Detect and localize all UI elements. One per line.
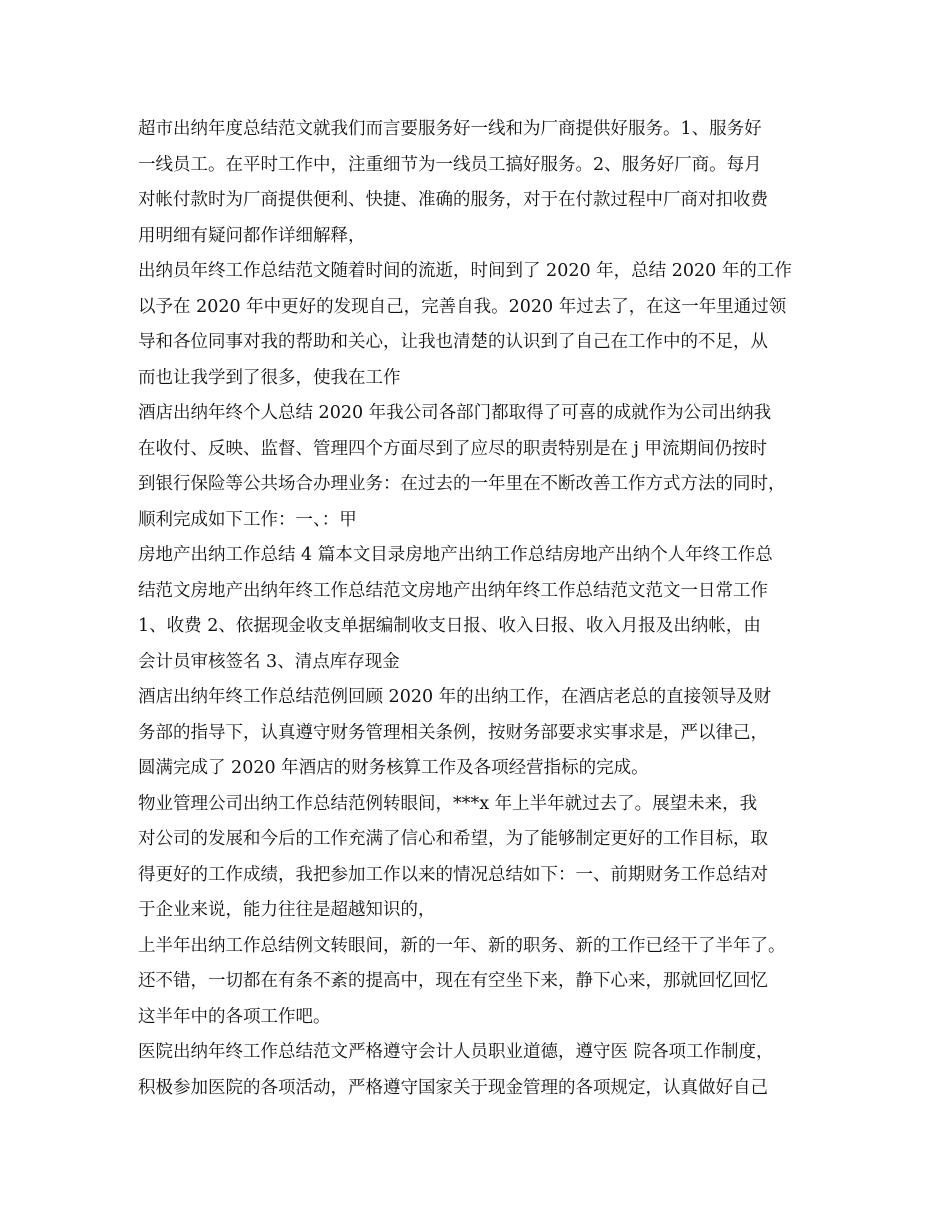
paragraph-supermarket-cashier (138, 112, 828, 254)
text-line: 以予在 2020 年中更好的发现自己，完善自我。2020 年过去了，在这一年里通过领 (138, 296, 787, 317)
paragraph-hospital-cashier (138, 1035, 828, 1106)
paragraph-half-year-cashier (138, 929, 828, 1036)
text-line: 于企业来说，能力往往是超越知识的， (138, 900, 436, 920)
paragraph-real-estate-cashier (138, 538, 828, 680)
text-line: 到银行保险等公共场合办理业务：在过去的一年里在不断改善工作方式方法的同时， (138, 474, 786, 494)
text-line: 得更好的工作成绩，我把参加工作以来的情况总结如下：一、前期财务工作总结对 (138, 864, 768, 885)
text-line: 结范文房地产出纳年终工作总结范文房地产出纳年终工作总结范文范文一日常工作 (138, 580, 768, 601)
text-line: 而也让我学到了很多，使我在工作 (138, 367, 401, 388)
text-line: 物业管理公司出纳工作总结范例转眼间，***x 年上半年就过去了。展望未来，我 (138, 793, 758, 814)
text-line: 对公司的发展和今后的工作充满了信心和希望，为了能够制定更好的工作目标，取 (138, 829, 768, 849)
text-line: 在收付、反映、监督、管理四个方面尽到了应尽的职责特别是在 j 甲流期间仍按时 (138, 438, 768, 459)
text-line: 导和各位同事对我的帮助和关心，让我也清楚的认识到了自己在工作中的不足，从 (138, 332, 768, 352)
text-line: 一线员工。在平时工作中，注重细节为一线员工搞好服务。2、服务好厂商。每月 (138, 154, 762, 175)
text-line: 房地产出纳工作总结 4 篇本文目录房地产出纳工作总结房地产出纳个人年终工作总 (138, 545, 773, 565)
paragraph-cashier-year-end (138, 254, 828, 396)
text-line: 用明细有疑问都作详细解释， (138, 225, 366, 246)
paragraph-hotel-cashier-personal (138, 396, 828, 538)
text-line: 务部的指导下，认真遵守财务管理相关条例，按财务部要求实事求是，严以律己， (138, 722, 768, 743)
text-line: 上半年出纳工作总结例文转眼间，新的一年、新的职务、新的工作已经干了半年了。 (138, 935, 786, 956)
text-line: 对帐付款时为厂商提供便利、快捷、准确的服务，对于在付款过程中厂商对扣收费 (138, 190, 768, 210)
text-line: 出纳员年终工作总结范文随着时间的流逝，时间到了 2020 年，总结 2020 年的工作 (138, 261, 792, 281)
text-line: 医院出纳年终工作总结范文严格遵守会计人员职业道德，遵守医 院各项工作制度， (138, 1042, 774, 1062)
text-line: 还不错，一切都在有条不紊的提高中，现在有空坐下来，静下心来，那就回忆回忆 (138, 971, 768, 991)
text-line: 这半年中的各项工作吧。 (138, 1006, 331, 1027)
text-line: 酒店出纳年终个人总结 2020 年我公司各部门都取得了可喜的成就作为公司出纳我 (138, 403, 772, 423)
text-line: 酒店出纳年终工作总结范例回顾 2020 年的出纳工作，在酒店老总的直接领导及财 (138, 687, 772, 707)
text-line: 顺利完成如下工作：一、：甲 (138, 509, 357, 530)
text-line: 超市出纳年度总结范文就我们而言要服务好一线和为厂商提供好服务。1、服务好 (138, 119, 762, 139)
document-body (138, 112, 828, 1106)
paragraph-hotel-cashier-example (138, 680, 828, 787)
text-line: 1、收费 2、依据现金收支单据编制收支日报、收入日报、收入月报及出纳帐，由 (138, 616, 761, 636)
text-line: 积极参加医院的各项活动，严格遵守国家关于现金管理的各项规定，认真做好自己 (138, 1077, 768, 1098)
text-line: 圆满完成了 2020 年酒店的财务核算工作及各项经营指标的完成。 (138, 758, 649, 778)
text-line: 会计员审核签名 3、清点库存现金 (138, 651, 400, 672)
paragraph-property-management-cashier (138, 787, 828, 929)
